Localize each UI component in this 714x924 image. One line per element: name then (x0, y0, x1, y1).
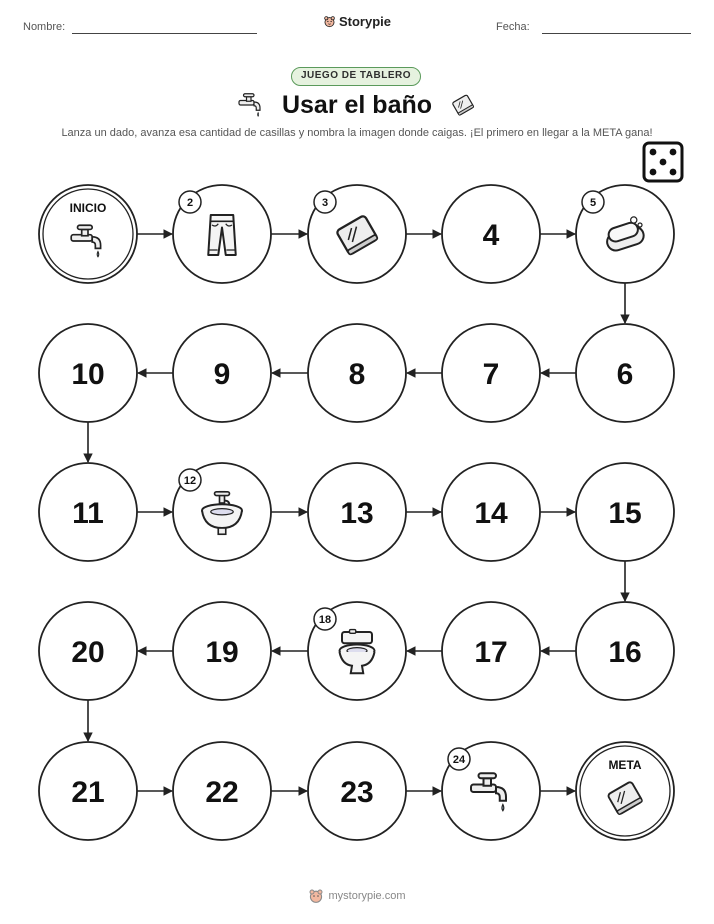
board-cell-17[interactable] (442, 602, 540, 700)
board-cell-7[interactable] (442, 324, 540, 422)
board-cell-6[interactable] (576, 324, 674, 422)
cell-number: 21 (71, 776, 105, 809)
cell-number: 12 (183, 475, 197, 487)
board-cell-3[interactable] (308, 185, 406, 283)
cell-number: 23 (340, 776, 374, 809)
cell-number: 16 (608, 636, 642, 669)
cell-number: 9 (213, 358, 231, 391)
footer-site[interactable]: mystorypie.com (328, 890, 406, 902)
cell-number: 22 (205, 776, 239, 809)
cell-number: 7 (482, 358, 500, 391)
cell-number: 14 (474, 497, 508, 530)
board-cell-4[interactable] (442, 185, 540, 283)
board-cell-16[interactable] (576, 602, 674, 700)
page-title: Usar el baño (281, 91, 433, 119)
board-cell-22[interactable] (173, 742, 271, 840)
cell-number: 3 (321, 197, 329, 209)
cell-number: 8 (348, 358, 366, 391)
board-cell-18[interactable] (308, 602, 406, 700)
game-type-badge: JUEGO DE TABLERO (291, 67, 421, 86)
cell-number: 18 (318, 614, 332, 626)
board-cell-2[interactable] (173, 185, 271, 283)
board-cell-12[interactable] (173, 463, 271, 561)
cell-number: 13 (340, 497, 374, 530)
cell-number: 11 (72, 497, 104, 530)
cell-number: 2 (186, 197, 194, 209)
cell-number: 5 (589, 197, 597, 209)
cell-number: 20 (71, 636, 105, 669)
board-cell-23[interactable] (308, 742, 406, 840)
board-cell-13[interactable] (308, 463, 406, 561)
board-cell-inicio[interactable] (39, 185, 137, 283)
board-cell-24[interactable] (442, 742, 540, 840)
board-cell-21[interactable] (39, 742, 137, 840)
board-cell-9[interactable] (173, 324, 271, 422)
cell-label: META (608, 758, 642, 772)
board-cell-10[interactable] (39, 324, 137, 422)
date-label: Fecha: (496, 21, 530, 33)
board-cell-19[interactable] (173, 602, 271, 700)
cell-number: 10 (71, 358, 105, 391)
board-cell-14[interactable] (442, 463, 540, 561)
dice-five-icon (644, 143, 682, 181)
board-cell-5[interactable] (576, 185, 674, 283)
cell-number: 4 (482, 219, 500, 252)
cell-number: 17 (474, 636, 508, 669)
board-cell-20[interactable] (39, 602, 137, 700)
board-cell-15[interactable] (576, 463, 674, 561)
brand-name: Storypie (338, 14, 391, 29)
cell-label: INICIO (69, 201, 107, 215)
name-label: Nombre: (23, 21, 66, 33)
cell-number: 19 (205, 636, 239, 669)
storypie-logo-icon (308, 888, 324, 904)
cell-number: 6 (616, 358, 634, 391)
cell-number: 15 (608, 497, 642, 530)
cell-number: 24 (452, 754, 466, 766)
instructions: Lanza un dado, avanza esa cantidad de casillas y nombra la imagen donde caigas. ¡El primero en llegar a la META gana! (61, 127, 653, 139)
footer (0, 888, 714, 904)
board-cell-11[interactable] (39, 463, 137, 561)
board-cell-meta[interactable] (576, 742, 674, 840)
board-cell-8[interactable] (308, 324, 406, 422)
